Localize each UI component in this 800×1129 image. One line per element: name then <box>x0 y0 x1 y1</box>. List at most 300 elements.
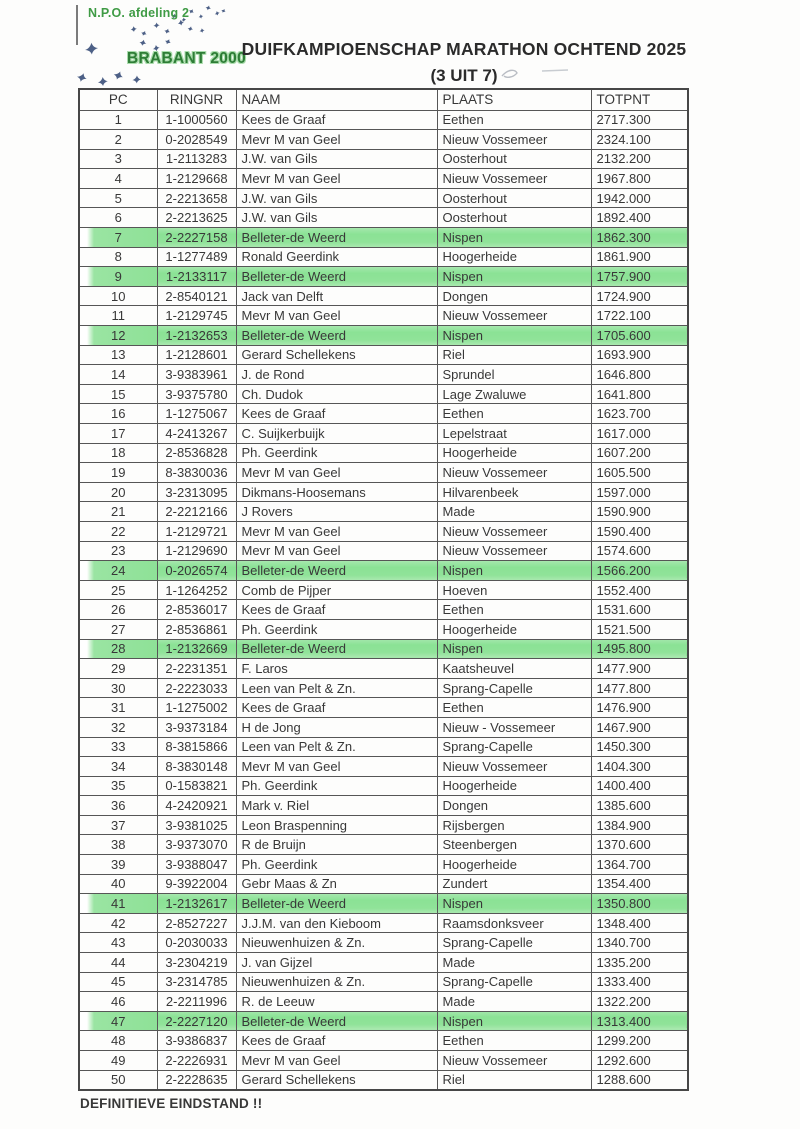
cell-plaats: Sprang-Capelle <box>437 737 591 757</box>
cell-plaats: Hoogerheide <box>437 619 591 639</box>
cell-naam: C. Suijkerbuijk <box>236 424 437 444</box>
table-row <box>79 306 688 326</box>
cell-naam: Mevr M van Geel <box>236 541 437 561</box>
cell-ringnr: 3-9383961 <box>157 365 236 385</box>
cell-naam: Ronald Geerdink <box>236 247 437 267</box>
col-header-plaats: PLAATS <box>437 89 591 110</box>
table-row <box>79 717 688 737</box>
cell-plaats: Oosterhout <box>437 188 591 208</box>
cell-pc: 13 <box>79 345 157 365</box>
cell-ringnr: 1-1275067 <box>157 404 236 424</box>
table-row <box>79 1011 688 1031</box>
cell-naam: Mevr M van Geel <box>236 169 437 189</box>
table-row <box>79 443 688 463</box>
table-row <box>79 149 688 169</box>
cell-pc: 16 <box>79 404 157 424</box>
cell-totpnt: 1862.300 <box>591 228 688 248</box>
cell-totpnt: 1693.900 <box>591 345 688 365</box>
cell-totpnt: 1552.400 <box>591 580 688 600</box>
cell-plaats: Hilvarenbeek <box>437 482 591 502</box>
header-row <box>79 89 688 110</box>
cell-totpnt: 1404.300 <box>591 757 688 777</box>
cell-naam: J. de Rond <box>236 365 437 385</box>
cell-pc: 9 <box>79 267 157 287</box>
table-row <box>79 835 688 855</box>
cell-pc: 1 <box>79 110 157 130</box>
table-row <box>79 796 688 816</box>
cell-naam: Leen van Pelt & Zn. <box>236 737 437 757</box>
cell-ringnr: 2-8536861 <box>157 619 236 639</box>
table-row <box>79 541 688 561</box>
cell-ringnr: 1-2132653 <box>157 326 236 346</box>
cell-naam: Nieuwenhuizen & Zn. <box>236 972 437 992</box>
cell-ringnr: 1-2129721 <box>157 521 236 541</box>
table-row <box>79 600 688 620</box>
cell-plaats: Nispen <box>437 1011 591 1031</box>
cell-ringnr: 1-1275002 <box>157 698 236 718</box>
cell-naam: Kees de Graaf <box>236 600 437 620</box>
cell-plaats: Eethen <box>437 698 591 718</box>
cell-totpnt: 1370.600 <box>591 835 688 855</box>
cell-naam: Gerard Schellekens <box>236 1070 437 1090</box>
cell-totpnt: 1531.600 <box>591 600 688 620</box>
cell-ringnr: 2-2213658 <box>157 188 236 208</box>
cell-pc: 29 <box>79 659 157 679</box>
cell-plaats: Lage Zwaluwe <box>437 384 591 404</box>
table-row <box>79 267 688 287</box>
cell-naam: Kees de Graaf <box>236 404 437 424</box>
cell-pc: 6 <box>79 208 157 228</box>
cell-pc: 8 <box>79 247 157 267</box>
cell-plaats: Nieuw Vossemeer <box>437 306 591 326</box>
cell-plaats: Steenbergen <box>437 835 591 855</box>
cell-pc: 40 <box>79 874 157 894</box>
table-row <box>79 894 688 914</box>
cell-naam: Ph. Geerdink <box>236 855 437 875</box>
cell-pc: 48 <box>79 1031 157 1051</box>
cell-plaats: Zundert <box>437 874 591 894</box>
table-row <box>79 208 688 228</box>
cell-pc: 26 <box>79 600 157 620</box>
table-row <box>79 110 688 130</box>
cell-naam: Belleter-de Weerd <box>236 267 437 287</box>
table-row <box>79 463 688 483</box>
table-row <box>79 815 688 835</box>
table-row <box>79 972 688 992</box>
cell-ringnr: 0-1583821 <box>157 776 236 796</box>
cell-ringnr: 3-2313095 <box>157 482 236 502</box>
cell-naam: Ph. Geerdink <box>236 776 437 796</box>
table-row <box>79 580 688 600</box>
cell-naam: J.W. van Gils <box>236 208 437 228</box>
cell-ringnr: 2-2228635 <box>157 1070 236 1090</box>
cell-plaats: Riel <box>437 1070 591 1090</box>
cell-naam: H de Jong <box>236 717 437 737</box>
cell-plaats: Nieuw Vossemeer <box>437 1051 591 1071</box>
cell-totpnt: 1566.200 <box>591 561 688 581</box>
table-row <box>79 384 688 404</box>
cell-naam: Belleter-de Weerd <box>236 1011 437 1031</box>
cell-totpnt: 1467.900 <box>591 717 688 737</box>
cell-totpnt: 1495.800 <box>591 639 688 659</box>
cell-plaats: Made <box>437 992 591 1012</box>
cell-plaats: Nieuw Vossemeer <box>437 130 591 150</box>
page-subtitle: (3 UIT 7) <box>430 66 498 85</box>
table-row <box>79 659 688 679</box>
cell-naam: Kees de Graaf <box>236 1031 437 1051</box>
cell-totpnt: 1574.600 <box>591 541 688 561</box>
cell-pc: 37 <box>79 815 157 835</box>
cell-plaats: Raamsdonksveer <box>437 913 591 933</box>
cell-naam: J Rovers <box>236 502 437 522</box>
cell-totpnt: 1313.400 <box>591 1011 688 1031</box>
cell-ringnr: 3-2314785 <box>157 972 236 992</box>
cell-totpnt: 1617.000 <box>591 424 688 444</box>
cell-ringnr: 3-9386837 <box>157 1031 236 1051</box>
table-row <box>79 345 688 365</box>
cell-totpnt: 1299.200 <box>591 1031 688 1051</box>
cell-naam: Mevr M van Geel <box>236 130 437 150</box>
cell-pc: 30 <box>79 678 157 698</box>
table-row <box>79 424 688 444</box>
table-row <box>79 678 688 698</box>
cell-naam: F. Laros <box>236 659 437 679</box>
cell-naam: Kees de Graaf <box>236 698 437 718</box>
cell-pc: 10 <box>79 286 157 306</box>
cell-naam: Jack van Delft <box>236 286 437 306</box>
cell-pc: 47 <box>79 1011 157 1031</box>
table-row <box>79 169 688 189</box>
cell-ringnr: 0-2030033 <box>157 933 236 953</box>
cell-totpnt: 1646.800 <box>591 365 688 385</box>
cell-ringnr: 1-2132617 <box>157 894 236 914</box>
results-body <box>79 110 688 1090</box>
page-title: DUIFKAMPIOENSCHAP MARATHON OCHTEND 2025 <box>241 39 687 59</box>
table-row <box>79 130 688 150</box>
table-row <box>79 521 688 541</box>
cell-naam: Nieuwenhuizen & Zn. <box>236 933 437 953</box>
cell-totpnt: 2717.300 <box>591 110 688 130</box>
cell-totpnt: 1724.900 <box>591 286 688 306</box>
cell-totpnt: 1364.700 <box>591 855 688 875</box>
cell-ringnr: 1-2113283 <box>157 149 236 169</box>
cell-plaats: Oosterhout <box>437 208 591 228</box>
table-row <box>79 913 688 933</box>
cell-ringnr: 2-8536828 <box>157 443 236 463</box>
cell-naam: Belleter-de Weerd <box>236 326 437 346</box>
cell-ringnr: 2-8536017 <box>157 600 236 620</box>
cell-pc: 39 <box>79 855 157 875</box>
cell-totpnt: 1400.400 <box>591 776 688 796</box>
table-row <box>79 619 688 639</box>
cell-pc: 38 <box>79 835 157 855</box>
cell-plaats: Nieuw Vossemeer <box>437 463 591 483</box>
cell-plaats: Eethen <box>437 110 591 130</box>
cell-plaats: Hoogerheide <box>437 776 591 796</box>
cell-ringnr: 2-2212166 <box>157 502 236 522</box>
cell-naam: J. van Gijzel <box>236 953 437 973</box>
cell-naam: Comb de Pijper <box>236 580 437 600</box>
cell-plaats: Dongen <box>437 286 591 306</box>
cell-ringnr: 9-3922004 <box>157 874 236 894</box>
cell-pc: 18 <box>79 443 157 463</box>
cell-pc: 44 <box>79 953 157 973</box>
cell-plaats: Nispen <box>437 267 591 287</box>
cell-plaats: Nispen <box>437 894 591 914</box>
cell-plaats: Eethen <box>437 404 591 424</box>
table-row <box>79 757 688 777</box>
cell-pc: 24 <box>79 561 157 581</box>
cell-naam: Dikmans-Hoosemans <box>236 482 437 502</box>
cell-ringnr: 8-3830148 <box>157 757 236 777</box>
cell-pc: 3 <box>79 149 157 169</box>
cell-plaats: Hoeven <box>437 580 591 600</box>
table-row <box>79 1031 688 1051</box>
table-row <box>79 404 688 424</box>
cell-pc: 23 <box>79 541 157 561</box>
table-row <box>79 247 688 267</box>
cell-pc: 25 <box>79 580 157 600</box>
cell-plaats: Hoogerheide <box>437 443 591 463</box>
table-row <box>79 561 688 581</box>
cell-pc: 45 <box>79 972 157 992</box>
cell-totpnt: 1354.400 <box>591 874 688 894</box>
cell-plaats: Nieuw Vossemeer <box>437 521 591 541</box>
table-row <box>79 933 688 953</box>
cell-ringnr: 8-3815866 <box>157 737 236 757</box>
table-row <box>79 639 688 659</box>
cell-ringnr: 1-2129690 <box>157 541 236 561</box>
cell-naam: Ch. Dudok <box>236 384 437 404</box>
cell-totpnt: 1623.700 <box>591 404 688 424</box>
cell-totpnt: 1597.000 <box>591 482 688 502</box>
cell-totpnt: 2132.200 <box>591 149 688 169</box>
cell-totpnt: 1641.800 <box>591 384 688 404</box>
cell-pc: 17 <box>79 424 157 444</box>
cell-naam: Mevr M van Geel <box>236 521 437 541</box>
cell-ringnr: 3-9381025 <box>157 815 236 835</box>
cell-naam: Belleter-de Weerd <box>236 228 437 248</box>
cell-plaats: Sprundel <box>437 365 591 385</box>
cell-plaats: Made <box>437 953 591 973</box>
cell-totpnt: 1967.800 <box>591 169 688 189</box>
cell-totpnt: 1521.500 <box>591 619 688 639</box>
cell-totpnt: 1477.900 <box>591 659 688 679</box>
table-row <box>79 482 688 502</box>
cell-totpnt: 1385.600 <box>591 796 688 816</box>
cell-plaats: Nispen <box>437 228 591 248</box>
cell-plaats: Eethen <box>437 1031 591 1051</box>
cell-totpnt: 1477.800 <box>591 678 688 698</box>
title-block <box>236 39 692 86</box>
table-row <box>79 855 688 875</box>
cell-naam: Belleter-de Weerd <box>236 894 437 914</box>
table-row <box>79 1070 688 1090</box>
table-row <box>79 502 688 522</box>
cell-pc: 43 <box>79 933 157 953</box>
cell-plaats: Nispen <box>437 561 591 581</box>
cell-plaats: Nispen <box>437 326 591 346</box>
cell-plaats: Nieuw Vossemeer <box>437 169 591 189</box>
cell-totpnt: 1705.600 <box>591 326 688 346</box>
cell-totpnt: 1333.400 <box>591 972 688 992</box>
cell-pc: 7 <box>79 228 157 248</box>
pencil-squiggle <box>500 66 590 82</box>
cell-totpnt: 1348.400 <box>591 913 688 933</box>
cell-naam: Gerard Schellekens <box>236 345 437 365</box>
cell-plaats: Lepelstraat <box>437 424 591 444</box>
cell-plaats: Nieuw Vossemeer <box>437 541 591 561</box>
cell-totpnt: 1861.900 <box>591 247 688 267</box>
cell-plaats: Riel <box>437 345 591 365</box>
cell-ringnr: 1-1264252 <box>157 580 236 600</box>
cell-ringnr: 2-2223033 <box>157 678 236 698</box>
cell-naam: Leon Braspenning <box>236 815 437 835</box>
cell-ringnr: 1-2132669 <box>157 639 236 659</box>
cell-naam: J.W. van Gils <box>236 149 437 169</box>
table-row <box>79 286 688 306</box>
cell-ringnr: 0-2028549 <box>157 130 236 150</box>
cell-totpnt: 1384.900 <box>591 815 688 835</box>
cell-totpnt: 1590.400 <box>591 521 688 541</box>
cell-plaats: Made <box>437 502 591 522</box>
cell-ringnr: 2-2231351 <box>157 659 236 679</box>
cell-pc: 36 <box>79 796 157 816</box>
cell-naam: Mevr M van Geel <box>236 1051 437 1071</box>
cell-pc: 5 <box>79 188 157 208</box>
cell-plaats: Hoogerheide <box>437 855 591 875</box>
cell-ringnr: 1-1000560 <box>157 110 236 130</box>
cell-totpnt: 1335.200 <box>591 953 688 973</box>
cell-pc: 41 <box>79 894 157 914</box>
cell-plaats: Oosterhout <box>437 149 591 169</box>
cell-pc: 20 <box>79 482 157 502</box>
cell-totpnt: 1757.900 <box>591 267 688 287</box>
cell-pc: 4 <box>79 169 157 189</box>
final-standing-note: DEFINITIEVE EINDSTAND !! <box>80 1096 263 1111</box>
col-header-pc: PC <box>79 89 157 110</box>
cell-totpnt: 1288.600 <box>591 1070 688 1090</box>
cell-naam: J.W. van Gils <box>236 188 437 208</box>
table-row <box>79 365 688 385</box>
cell-naam: Mark v. Riel <box>236 796 437 816</box>
cell-naam: Mevr M van Geel <box>236 463 437 483</box>
cell-naam: Ph. Geerdink <box>236 619 437 639</box>
cell-totpnt: 1892.400 <box>591 208 688 228</box>
table-row <box>79 698 688 718</box>
table-row <box>79 1051 688 1071</box>
cell-pc: 33 <box>79 737 157 757</box>
cell-ringnr: 2-8527227 <box>157 913 236 933</box>
cell-pc: 19 <box>79 463 157 483</box>
cell-naam: J.J.M. van den Kieboom <box>236 913 437 933</box>
cell-pc: 35 <box>79 776 157 796</box>
table-row <box>79 874 688 894</box>
table-row <box>79 992 688 1012</box>
cell-naam: Ph. Geerdink <box>236 443 437 463</box>
logo-brabant-text: BRABANT 2000 <box>127 50 247 67</box>
cell-ringnr: 2-2227158 <box>157 228 236 248</box>
cell-naam: Gebr Maas & Zn <box>236 874 437 894</box>
cell-totpnt: 1590.900 <box>591 502 688 522</box>
cell-plaats: Sprang-Capelle <box>437 933 591 953</box>
cell-naam: Belleter-de Weerd <box>236 639 437 659</box>
cell-totpnt: 1292.600 <box>591 1051 688 1071</box>
cell-naam: R. de Leeuw <box>236 992 437 1012</box>
cell-totpnt: 1607.200 <box>591 443 688 463</box>
cell-naam: Belleter-de Weerd <box>236 561 437 581</box>
cell-plaats: Sprang-Capelle <box>437 678 591 698</box>
cell-plaats: Kaatsheuvel <box>437 659 591 679</box>
cell-totpnt: 1450.300 <box>591 737 688 757</box>
cell-plaats: Rijsbergen <box>437 815 591 835</box>
table-row <box>79 776 688 796</box>
table-row <box>79 737 688 757</box>
cell-pc: 32 <box>79 717 157 737</box>
cell-ringnr: 1-2128601 <box>157 345 236 365</box>
cell-pc: 11 <box>79 306 157 326</box>
cell-totpnt: 1340.700 <box>591 933 688 953</box>
cell-plaats: Eethen <box>437 600 591 620</box>
cell-plaats: Nieuw Vossemeer <box>437 757 591 777</box>
col-header-totpnt: TOTPNT <box>591 89 688 110</box>
cell-plaats: Dongen <box>437 796 591 816</box>
cell-ringnr: 1-2133117 <box>157 267 236 287</box>
cell-ringnr: 3-9375780 <box>157 384 236 404</box>
cell-pc: 12 <box>79 326 157 346</box>
cell-pc: 46 <box>79 992 157 1012</box>
cell-ringnr: 2-2226931 <box>157 1051 236 1071</box>
cell-ringnr: 3-9373184 <box>157 717 236 737</box>
cell-plaats: Nieuw - Vossemeer <box>437 717 591 737</box>
cell-pc: 34 <box>79 757 157 777</box>
cell-pc: 22 <box>79 521 157 541</box>
cell-ringnr: 1-2129668 <box>157 169 236 189</box>
cell-plaats: Nispen <box>437 639 591 659</box>
cell-totpnt: 1476.900 <box>591 698 688 718</box>
cell-naam: Mevr M van Geel <box>236 757 437 777</box>
cell-plaats: Hoogerheide <box>437 247 591 267</box>
cell-plaats: Sprang-Capelle <box>437 972 591 992</box>
table-row <box>79 188 688 208</box>
cell-totpnt: 1322.200 <box>591 992 688 1012</box>
cell-naam: Leen van Pelt & Zn. <box>236 678 437 698</box>
cell-naam: R de Bruijn <box>236 835 437 855</box>
cell-ringnr: 1-1277489 <box>157 247 236 267</box>
col-header-ringnr: RINGNR <box>157 89 236 110</box>
cell-pc: 31 <box>79 698 157 718</box>
cell-totpnt: 2324.100 <box>591 130 688 150</box>
cell-ringnr: 8-3830036 <box>157 463 236 483</box>
cell-totpnt: 1350.800 <box>591 894 688 914</box>
cell-naam: Mevr M van Geel <box>236 306 437 326</box>
cell-ringnr: 0-2026574 <box>157 561 236 581</box>
cell-totpnt: 1722.100 <box>591 306 688 326</box>
logo-npo-text: N.P.O. afdeling 2 <box>88 6 190 20</box>
cell-pc: 15 <box>79 384 157 404</box>
cell-ringnr: 2-8540121 <box>157 286 236 306</box>
cell-ringnr: 3-2304219 <box>157 953 236 973</box>
col-header-naam: NAAM <box>236 89 437 110</box>
cell-pc: 50 <box>79 1070 157 1090</box>
table-row <box>79 228 688 248</box>
cell-ringnr: 4-2420921 <box>157 796 236 816</box>
cell-totpnt: 1942.000 <box>591 188 688 208</box>
cell-ringnr: 3-9388047 <box>157 855 236 875</box>
cell-ringnr: 2-2211996 <box>157 992 236 1012</box>
cell-pc: 49 <box>79 1051 157 1071</box>
cell-pc: 28 <box>79 639 157 659</box>
